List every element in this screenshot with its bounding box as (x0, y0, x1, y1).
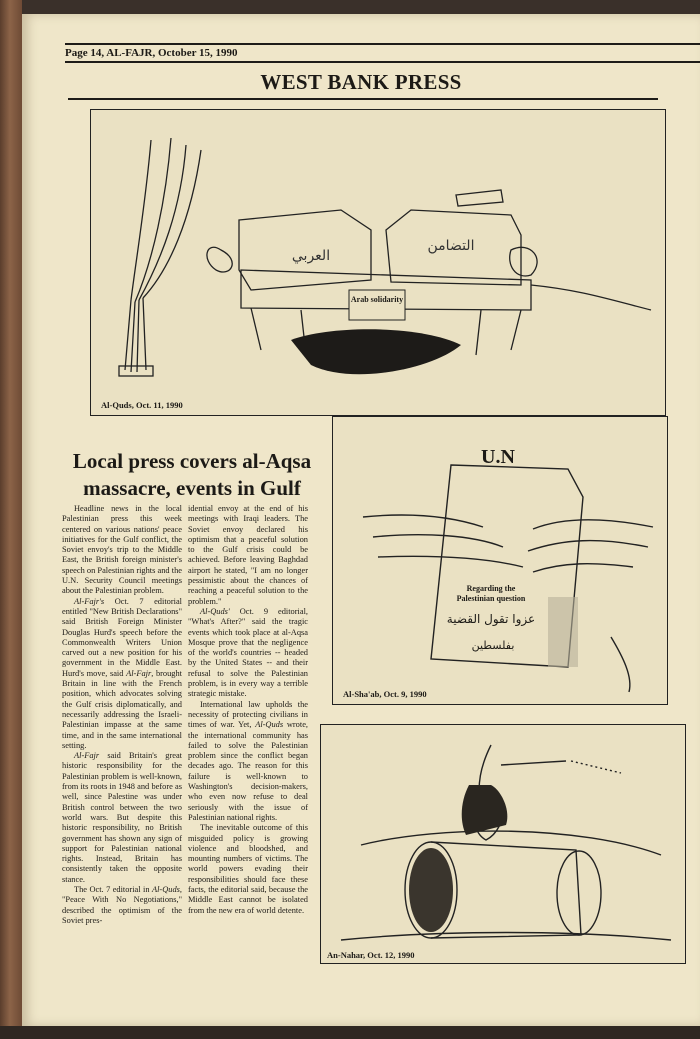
article-headline (62, 448, 322, 502)
article-column-1 (62, 504, 182, 926)
headline-line-2: massacre, events in Gulf (83, 476, 301, 500)
section-rule (68, 98, 658, 100)
paragraph: International law upholds the necessity of protecting civilians in times of war. Yet, Al-Quds wrote, the international community has failed to solve the Palestinian problem since the conflict began decades ago. The reason for this failure is well-known to Washington's decision-makers, who even now refuse to deal seriously with the issue of Palestinian national rights. (188, 699, 308, 822)
arabic-text-right: التضامن (427, 238, 475, 254)
cartoon-un (332, 416, 668, 705)
paragraph: The Oct. 7 editorial in Al-Quds, "Peace With No Negotiations," described the optimism of the Soviet pres- (62, 884, 182, 925)
cartoon-drawing (333, 417, 667, 704)
header-rule (65, 61, 700, 63)
sign-line-2: Palestinian question (456, 594, 526, 603)
cartoon-arab-solidarity (90, 109, 666, 416)
paragraph: Al-Fajr's Oct. 7 editorial entitled "New British Declarations" said British Foreign Minister Douglas Hurd's speech before the Commonwealth Writers Union carved out a new position for his government in the Middle East. Hurd's move, said Al-Fajr, brought Britain in line with the French position, which advocates solving the Gulf crisis diplomatically, and necessarily addressing the Israeli-Palestinian impasse at the same time, and in the same international setting. (62, 596, 183, 750)
headline-line-1: Local press covers al-Aqsa (72, 449, 312, 473)
paragraph: Al-Fajr said Britain's great historic responsibility for the Palestinian problem is well-known, from its roots in 1948 and before as well, since Palestine was under British control between the two world wars. But despite this historic responsibility, no British government has shown any sign of support for Palestinian national rights. Instead, Britain has consistently taken the opposite stance. (62, 751, 182, 884)
cartoon-caption: An-Nahar, Oct. 12, 1990 (327, 950, 415, 960)
top-rule (65, 43, 700, 45)
cartoon-label: Arab solidarity (350, 295, 404, 304)
paragraph: Headline news in the local Palestinian press this week centered on various nations' peace initiatives for the Gulf conflict, the Soviet envoy's trip to the Middle East, the British foreign minister's speech on Palestinian rights and the U.N. Security Council meetings about the Palestinian problem. (62, 504, 182, 596)
page-edge (0, 1026, 700, 1039)
un-title: U.N (481, 446, 515, 468)
section-title: WEST BANK PRESS (260, 70, 462, 94)
article-column-2 (188, 504, 308, 916)
sign-line-1: Regarding the (466, 584, 516, 593)
cartoon-caption: Al-Sha'ab, Oct. 9, 1990 (343, 689, 427, 699)
book-binding (0, 0, 22, 1039)
page-header: Page 14, AL-FAJR, October 15, 1990 (65, 47, 238, 59)
cartoon-drawing (91, 110, 665, 415)
arabic-text-left: العربي (291, 248, 331, 264)
paragraph: The inevitable outcome of this misguided policy is growing violence and bloodshed, and mounting numbers of victims. The world powers evading their responsibilities should face these facts, the editorial said, because the Middle East cannot be isolated from the new era of world detente. (188, 823, 308, 915)
arabic-line-2: بفلسطين (471, 639, 515, 652)
paragraph: idential envoy at the end of his meetings with Iraqi leaders. The Soviet envoy declared his optimism that a peaceful solution to the Gulf crisis could be achieved. Before leaving Baghdad airport he stated, "I am no longer pessimistic about the chances of reaching a peaceful solution to the problem." (188, 504, 308, 606)
cartoon-caption: Al-Quds, Oct. 11, 1990 (101, 400, 183, 410)
cartoon-drawing (321, 725, 685, 963)
newspaper-page (22, 14, 700, 1026)
paragraph: Al-Quds' Oct. 9 editorial, "What's After?" said the tragic events which took place at al-Aqsa Mosque prove that the negligence of the world's countries -- headed by the United States -- and their refusal to solve the Palestinian problem, is in every way a terrible strategic mistake. (188, 606, 308, 699)
cartoon-barrel (320, 724, 686, 964)
arabic-line-1: عزوا تقول القضية (446, 612, 536, 626)
